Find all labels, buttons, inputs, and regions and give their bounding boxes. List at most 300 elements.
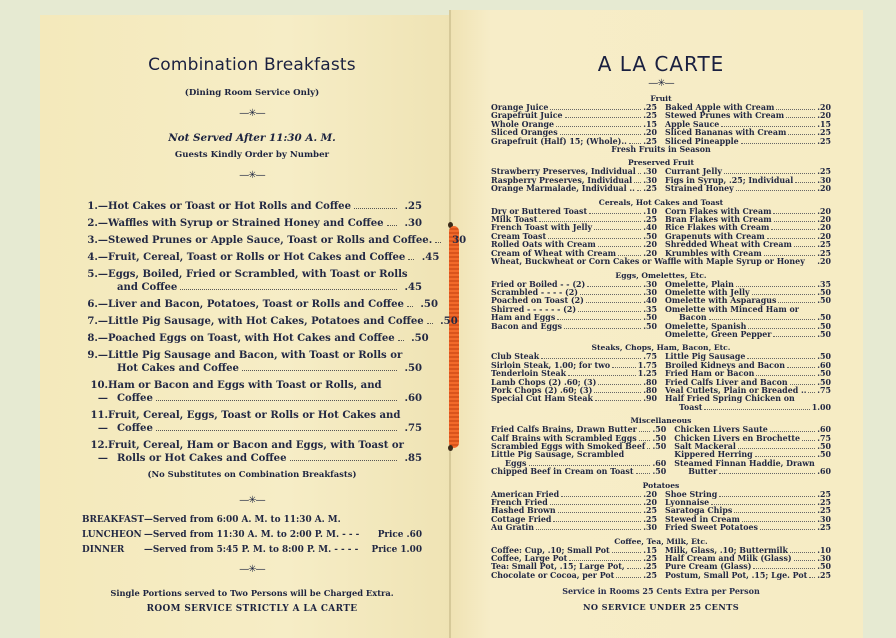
menu-item	[491, 468, 666, 476]
column-left	[491, 353, 657, 412]
item-name: Tenderloin Steak	[491, 369, 567, 379]
column-right	[665, 547, 831, 581]
combo-item	[82, 200, 422, 213]
item-price: .50	[652, 442, 667, 451]
combo-item	[82, 217, 422, 230]
item-price: .30	[817, 554, 831, 564]
item-name: Bacon	[679, 313, 707, 323]
item-price: .80	[643, 377, 657, 387]
item-name: Strawberry Preserves, Individual	[491, 167, 636, 177]
column-right	[665, 491, 831, 533]
dot-leader	[774, 221, 815, 222]
menu-item	[665, 404, 831, 412]
item-name: Eggs	[505, 458, 527, 468]
dot-leader	[548, 238, 641, 239]
meal-row	[82, 515, 422, 530]
section-columns	[491, 281, 831, 340]
item-price: .25	[817, 523, 831, 533]
item-name: Corn Flakes with Cream	[665, 206, 772, 216]
dot-leader	[578, 311, 641, 312]
combo-text: Liver and Bacon, Potatoes, Toast or Rolls and Coffee	[108, 299, 404, 310]
item-name: Fried Calfs Liver and Bacon	[665, 377, 788, 387]
item-price: .50	[817, 442, 831, 451]
section-preserved	[491, 158, 831, 193]
page-title-left: Combination Breakfasts	[148, 55, 356, 75]
dot-leader	[589, 213, 641, 214]
item-price: .25	[817, 506, 831, 516]
item-price: .20	[817, 215, 831, 225]
item-name: Half Cream and Milk (Glass)	[665, 554, 792, 564]
dot-leader	[594, 229, 641, 230]
ornament-divider: —✳—	[648, 78, 674, 89]
column-left	[491, 491, 657, 533]
combo-price: .25	[404, 201, 422, 212]
dot-leader	[427, 323, 433, 324]
section-title: Fruit	[650, 94, 672, 103]
item-name: Chocolate or Cocoa, per Pot	[491, 570, 615, 580]
combo-text: Coffee	[117, 423, 153, 434]
combo-text: Fruit, Cereal, Eggs, Toast or Rolls or Hot Cakes and	[108, 410, 401, 421]
dot-leader	[724, 173, 815, 174]
item-name: Grapefruit Juice	[491, 111, 563, 121]
item-price: .25	[643, 562, 657, 572]
combo-number: 1.—	[87, 201, 108, 212]
menu-item	[491, 323, 657, 331]
menu-item	[674, 468, 831, 476]
dot-leader	[541, 358, 641, 359]
item-name: Sliced Oranges	[491, 128, 558, 138]
item-name: Fried Calfs Brains, Drawn Butter	[491, 425, 637, 435]
item-name: Poached on Toast (2)	[491, 296, 584, 306]
item-price: .60	[652, 458, 667, 468]
dot-leader	[752, 294, 815, 295]
dot-leader	[616, 577, 641, 578]
combo-price: .30	[404, 218, 422, 229]
item-name: Little Pig Sausage, Scrambled	[491, 450, 625, 460]
menu-item	[665, 524, 831, 532]
dot-leader	[594, 392, 641, 393]
combo-text: Hot Cakes and Coffee	[117, 363, 239, 374]
item-name: Figs in Syrup, .25; Individual	[665, 175, 794, 185]
minimum-service-note: NO SERVICE UNDER 25 CENTS	[582, 602, 740, 613]
combo-number: 12.—	[90, 440, 108, 464]
combo-description	[108, 234, 466, 247]
item-price: .20	[817, 111, 831, 121]
menu-item-wide	[491, 258, 831, 266]
meal-name: BREAKFAST	[82, 515, 144, 525]
combo-text: Fruit, Cereal, Toast or Rolls or Hot Cakes and Coffee	[108, 252, 406, 263]
combo-description	[108, 332, 429, 345]
combo-line	[108, 362, 422, 375]
combo-price: .50	[440, 316, 458, 327]
item-name: Shirred - - - - - - (2)	[491, 304, 577, 314]
item-price: .60	[817, 467, 831, 477]
dot-leader	[711, 504, 815, 505]
item-name: Scrambled Eggs with Smoked Beef	[491, 442, 646, 451]
combo-line	[108, 409, 422, 422]
item-name: Rolled Oats with Cream	[491, 240, 596, 250]
item-name: Rice Flakes with Cream	[665, 223, 770, 233]
meal-time: —Served from 5:45 P. M. to 8:00 P. M. - - - -	[144, 545, 359, 555]
section-steaks	[491, 343, 831, 412]
combo-number: 9.—	[87, 350, 108, 361]
item-price: .15	[643, 545, 657, 555]
dot-leader	[550, 109, 641, 110]
combo-text: Rolls or Hot Cakes and Coffee	[117, 453, 287, 464]
section-columns	[491, 426, 831, 476]
dot-leader	[709, 319, 815, 320]
item-name: Grapefruit (Half) 15; (Whole)..	[491, 136, 627, 146]
item-name: Omelette with Minced Ham or	[665, 304, 799, 314]
item-name: Apple Sauce	[665, 119, 720, 129]
item-name: Omelette, Plain	[665, 279, 734, 289]
combo-number: 7.—	[87, 316, 108, 327]
combo-description	[108, 349, 422, 375]
dot-leader	[747, 358, 815, 359]
item-price: .25	[643, 136, 657, 146]
item-price: .35	[643, 304, 657, 314]
no-substitutes-note: (No Substitutes on Combination Breakfasts)	[147, 469, 357, 479]
combo-line	[108, 251, 439, 264]
combo-number: 8.—	[87, 333, 108, 344]
item-price: .20	[817, 184, 831, 194]
item-price: .50	[817, 352, 831, 362]
dot-leader	[704, 409, 809, 410]
item-price: .40	[643, 296, 657, 306]
section-columns	[491, 168, 831, 193]
combo-line	[108, 452, 422, 465]
section-title: Potatoes	[642, 480, 680, 490]
item-name: Grapenuts with Cream	[665, 231, 765, 241]
item-price: .50	[652, 425, 667, 435]
column-left	[491, 426, 666, 476]
combo-price: .75	[404, 423, 422, 434]
item-price: .50	[643, 231, 657, 241]
dot-leader	[539, 221, 641, 222]
section-misc	[491, 416, 831, 476]
item-price: .20	[643, 240, 657, 250]
item-price: .50	[817, 562, 831, 572]
item-price: .75	[817, 433, 831, 443]
meal-row	[82, 530, 422, 545]
item-price: .50	[817, 313, 831, 323]
item-price: .50	[817, 321, 831, 331]
column-right	[665, 168, 831, 193]
combo-description	[108, 200, 422, 213]
item-price: .25	[817, 240, 831, 250]
section-columns	[491, 547, 831, 581]
item-name: Cottage Fried	[491, 514, 552, 524]
menu-item	[665, 185, 831, 193]
item-price: .25	[643, 506, 657, 516]
item-price: .15	[643, 119, 657, 129]
item-price: .20	[817, 223, 831, 233]
combo-number: 11.—	[90, 410, 108, 434]
meal-price: Price .60	[377, 530, 422, 540]
item-price: .20	[643, 489, 657, 499]
combo-text: Coffee	[117, 393, 153, 404]
dot-leader	[561, 496, 641, 497]
item-name: Chipped Beef in Cream on Toast	[491, 467, 634, 477]
dot-leader	[639, 431, 651, 432]
meal-time: —Served from 6:00 A. M. to 11:30 A. M.	[144, 515, 341, 525]
item-name: Saratoga Chips	[665, 506, 733, 516]
item-name: Toast	[679, 402, 703, 412]
item-name: Steamed Finnan Haddie, Drawn	[674, 458, 815, 468]
section-columns	[491, 353, 831, 412]
dot-leader	[764, 255, 815, 256]
combo-text: Eggs, Boiled, Fried or Scrambled, with Toast or Rolls	[108, 269, 408, 280]
dot-leader	[568, 375, 636, 376]
item-name: Bacon and Eggs	[491, 321, 562, 331]
dot-leader	[387, 225, 397, 226]
dot-leader	[794, 246, 815, 247]
a-la-carte-section	[491, 52, 831, 612]
section-title: Preserved Fruit	[627, 158, 695, 168]
dot-leader	[721, 126, 815, 127]
combo-list	[82, 200, 467, 465]
item-name: American Fried	[491, 489, 560, 499]
item-name: Veal Cutlets, Plain or Breaded ..	[665, 385, 807, 395]
dot-leader	[753, 568, 815, 569]
section-columns	[491, 104, 831, 146]
item-name: Omelette with Jelly	[665, 287, 750, 297]
dot-leader	[755, 456, 815, 457]
item-price: .10	[643, 206, 657, 216]
binding-cord	[449, 226, 459, 448]
item-name: Lamb Chops (2) .60; (3)	[491, 377, 597, 387]
column-right	[665, 208, 831, 258]
item-price: .75	[817, 385, 831, 395]
dot-leader	[595, 400, 641, 401]
dot-leader	[788, 134, 815, 135]
item-price: .25	[643, 184, 657, 194]
dot-leader	[756, 375, 815, 376]
dot-leader	[587, 286, 641, 287]
combo-text: Poached Eggs on Toast, with Hot Cakes and Coffee	[108, 333, 395, 344]
dot-leader	[773, 213, 815, 214]
menu-item	[491, 185, 657, 193]
dot-leader	[647, 448, 650, 449]
item-price: .25	[817, 570, 831, 580]
combo-text: Little Pig Sausage and Bacon, with Toast or Rolls or	[108, 350, 403, 361]
combo-item	[82, 409, 422, 435]
item-price: .60	[817, 360, 831, 370]
item-price: .30	[643, 523, 657, 533]
menu-item	[491, 524, 657, 532]
dot-leader	[802, 440, 815, 441]
section-fruit	[491, 94, 831, 154]
column-left	[491, 547, 657, 581]
menu-item	[665, 572, 831, 580]
item-name: Fried Ham or Bacon	[665, 369, 755, 379]
combo-line	[108, 332, 429, 345]
section-columns	[491, 208, 831, 258]
dot-leader	[553, 521, 641, 522]
combo-description	[108, 379, 422, 405]
dot-leader	[529, 465, 651, 466]
dot-leader	[564, 328, 641, 329]
item-name: Stewed Prunes with Cream	[665, 111, 785, 121]
combo-number: 5.—	[87, 269, 108, 280]
item-price: .90	[643, 394, 657, 404]
dot-leader	[557, 319, 641, 320]
item-price: .20	[817, 206, 831, 216]
item-name: Calf Brains with Scrambled Eggs	[491, 433, 637, 443]
combo-text: and Coffee	[117, 282, 178, 293]
item-name: Scrambled - - - - (2)	[491, 287, 578, 297]
item-name: Broiled Kidneys and Bacon	[665, 360, 785, 370]
item-price: .30	[817, 175, 831, 185]
item-name: Half Fried Spring Chicken on	[665, 394, 795, 404]
dot-leader	[736, 286, 815, 287]
item-name: French Toast with Jelly	[491, 223, 593, 233]
meal-time: —Served from 11:30 A. M. to 2:00 P. M. - - -	[144, 530, 360, 540]
item-name: Butter	[688, 467, 718, 477]
dot-leader	[156, 400, 397, 401]
item-price: .40	[643, 223, 657, 233]
item-price: .25	[817, 248, 831, 258]
combo-description	[108, 315, 458, 328]
dot-leader	[536, 529, 641, 530]
dot-leader	[795, 182, 815, 183]
combo-text: Ham or Bacon and Eggs with Toast or Rolls, and	[108, 380, 382, 391]
dot-leader	[560, 134, 641, 135]
item-price: .25	[817, 498, 831, 508]
item-name: Au Gratin	[491, 523, 534, 533]
subtitle: (Dining Room Service Only)	[184, 88, 320, 98]
dot-leader	[598, 246, 641, 247]
meal-name: DINNER	[82, 545, 125, 555]
item-name: Baked Apple with Cream	[665, 103, 775, 112]
item-price: .50	[817, 450, 831, 460]
dot-leader	[719, 496, 815, 497]
item-price: .50	[817, 287, 831, 297]
dot-leader	[638, 173, 641, 174]
combo-price: .45	[404, 282, 422, 293]
dot-leader	[738, 448, 815, 449]
item-price: 1.00	[811, 402, 831, 412]
dot-leader	[794, 560, 815, 561]
item-price: .50	[817, 329, 831, 339]
single-portions-note: Single Portions served to Two Persons will be Charged Extra.	[110, 588, 394, 598]
item-name: Fried Sweet Potatoes	[665, 523, 758, 533]
dot-leader	[790, 552, 815, 553]
dot-leader	[408, 259, 414, 260]
item-name: Dry or Buttered Toast	[491, 206, 588, 216]
item-name: Raspberry Preserves, Individual	[491, 175, 633, 185]
item-price: .25	[643, 570, 657, 580]
meal-times	[82, 515, 422, 560]
item-price: .60	[817, 425, 831, 435]
item-name: Cream Toast	[491, 231, 547, 241]
item-name: Shoe String	[665, 489, 718, 499]
combo-item	[82, 349, 422, 375]
item-name: Postum, Small Pot, .15; Lge. Pot	[665, 570, 808, 580]
item-name: Pork Chops (2) .60; (3)	[491, 385, 593, 395]
item-price: .30	[643, 175, 657, 185]
dot-leader	[776, 109, 815, 110]
combo-description	[108, 439, 422, 465]
dot-leader	[627, 568, 641, 569]
item-name: Cream of Wheat with Cream	[491, 248, 617, 258]
combo-line	[108, 392, 422, 405]
combo-line	[108, 234, 466, 247]
column-left	[491, 104, 657, 146]
meal-name: LUNCHEON	[82, 530, 142, 540]
item-price: .50	[817, 377, 831, 387]
item-name: Hashed Brown	[491, 506, 556, 516]
combo-line	[108, 439, 422, 452]
not-served-notice: Not Served After 11:30 A. M.	[168, 132, 336, 144]
item-name: Orange Marmalade, Individual ..	[491, 184, 635, 194]
section-potatoes	[491, 481, 831, 533]
item-price: .30	[817, 514, 831, 524]
combo-line	[108, 200, 422, 213]
item-price: .75	[643, 352, 657, 362]
combo-price: .50	[404, 363, 422, 374]
dot-leader	[748, 328, 815, 329]
dot-leader	[741, 143, 815, 144]
dot-leader	[786, 117, 815, 118]
item-name: Salt Mackeral	[674, 442, 736, 451]
dot-leader	[773, 336, 815, 337]
dot-leader	[639, 440, 651, 441]
item-name: Chicken Livers Saute	[674, 425, 768, 435]
item-name: Orange Juice	[491, 103, 549, 112]
combo-item	[82, 268, 422, 294]
item-name: Little Pig Sausage	[665, 352, 746, 362]
column-left	[491, 281, 657, 340]
item-price: .25	[817, 136, 831, 146]
item-price: .25	[643, 514, 657, 524]
dot-leader	[809, 577, 815, 578]
item-price: .80	[643, 385, 657, 395]
dot-leader	[808, 392, 815, 393]
item-name: Tea: Small Pot, .15; Large Pot,	[491, 562, 625, 572]
section-note: Fresh Fruits in Season	[611, 145, 711, 155]
item-name: Special Cut Ham Steak	[491, 394, 593, 404]
section-title: Steaks, Chops, Ham, Bacon, Etc.	[591, 343, 731, 353]
item-price: .50	[817, 296, 831, 306]
item-name: Milk, Glass, .10; Buttermilk	[665, 545, 788, 555]
dot-leader	[180, 289, 397, 290]
combo-item	[82, 332, 429, 345]
item-price: .20	[817, 231, 831, 241]
dot-leader	[242, 370, 397, 371]
dot-leader	[558, 512, 641, 513]
combo-item	[82, 315, 458, 328]
column-right	[665, 104, 831, 146]
item-name: Kippered Herring	[674, 450, 753, 460]
dot-leader	[734, 512, 815, 513]
item-name: Krumbles with Cream	[665, 248, 762, 258]
meal-price: Price 1.00	[371, 545, 422, 555]
item-name: Currant Jelly	[665, 167, 722, 177]
dot-leader	[771, 229, 815, 230]
dot-leader	[398, 340, 404, 341]
menu-item	[491, 572, 657, 580]
combo-number: 3.—	[87, 235, 108, 246]
item-price: 1.75	[637, 360, 657, 370]
dot-leader	[742, 521, 815, 522]
dot-leader	[550, 504, 641, 505]
combo-number: 2.—	[87, 218, 108, 229]
item-name: Chicken Livers en Brochette	[674, 433, 801, 443]
dot-leader	[719, 473, 815, 474]
page-title-right: A LA CARTE	[597, 52, 725, 76]
combination-breakfasts-section	[82, 55, 467, 614]
